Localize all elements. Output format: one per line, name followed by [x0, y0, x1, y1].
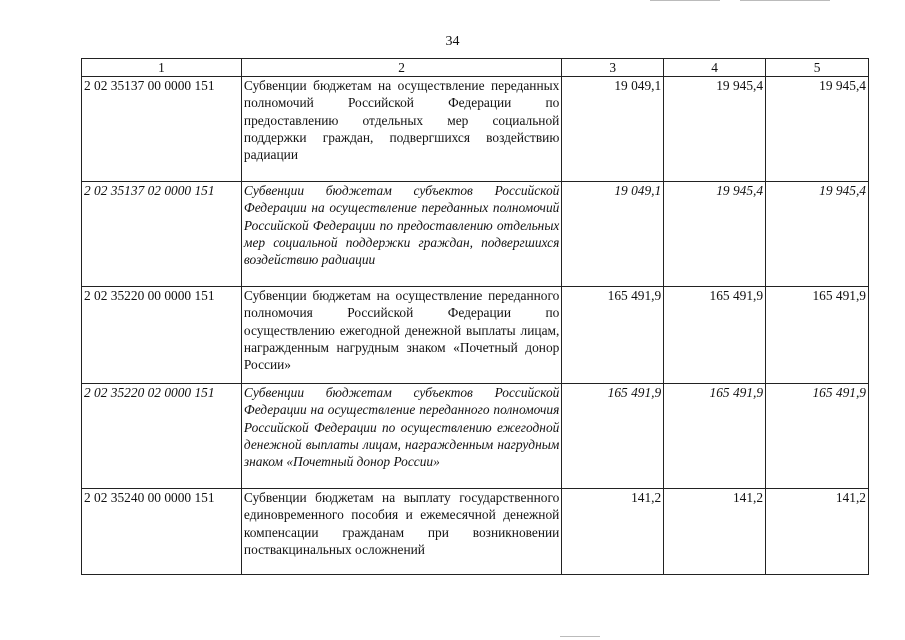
table-row [82, 287, 869, 384]
value-col-5: 141,2 [766, 489, 869, 575]
value-col-4: 165 491,9 [664, 287, 766, 384]
value-col-4: 141,2 [664, 489, 766, 575]
value-col-5: 19 945,4 [766, 182, 869, 287]
row-description: Субвенции бюджетам на осуществление переданного полномочия Российской Федерации по осуществлению ежегодной денежной выплаты лицам, награжденным нагрудным знаком «Почетный донор России» [241, 287, 561, 384]
budget-code: 2 02 35220 00 0000 151 [82, 287, 242, 384]
header-col-5: 5 [766, 59, 869, 77]
row-description: Субвенции бюджетам субъектов Российской Федерации на осуществление переданного полномочия Российской Федерации по осуществлению ежегодной денежной выплаты лицам, награжденным нагрудным знаком «Почетный донор России» [241, 384, 561, 489]
value-col-3: 19 049,1 [562, 182, 664, 287]
value-col-4: 19 945,4 [664, 182, 766, 287]
value-col-3: 141,2 [562, 489, 664, 575]
budget-code: 2 02 35137 02 0000 151 [82, 182, 242, 287]
value-col-5: 165 491,9 [766, 287, 869, 384]
scan-artifact [650, 0, 720, 1]
table-row [82, 489, 869, 575]
value-col-3: 19 049,1 [562, 77, 664, 182]
header-col-4: 4 [664, 59, 766, 77]
value-col-4: 165 491,9 [664, 384, 766, 489]
header-col-2: 2 [241, 59, 561, 77]
budget-code: 2 02 35240 00 0000 151 [82, 489, 242, 575]
table-row [82, 77, 869, 182]
value-col-5: 165 491,9 [766, 384, 869, 489]
table-row [82, 384, 869, 489]
header-col-3: 3 [562, 59, 664, 77]
budget-code: 2 02 35220 02 0000 151 [82, 384, 242, 489]
header-col-1: 1 [82, 59, 242, 77]
value-col-5: 19 945,4 [766, 77, 869, 182]
table-row [82, 182, 869, 287]
scan-artifact [740, 0, 830, 1]
row-description: Субвенции бюджетам на осуществление переданных полномочий Российской Федерации по предоставлению отдельных мер социальной поддержки граждан, подвергшихся воздействию радиации [241, 77, 561, 182]
row-description: Субвенции бюджетам субъектов Российской Федерации на осуществление переданных полномочий Российской Федерации по предоставлению отдельных мер социальной поддержки граждан, подвергшихся воздействию радиации [241, 182, 561, 287]
header-row [82, 59, 869, 77]
row-description: Субвенции бюджетам на выплату государственного единовременного пособия и ежемесячной денежной компенсации гражданам при возникновении поствакцинальных осложнений [241, 489, 561, 575]
value-col-3: 165 491,9 [562, 384, 664, 489]
budget-table [81, 58, 869, 575]
scan-artifact [560, 636, 600, 637]
budget-code: 2 02 35137 00 0000 151 [82, 77, 242, 182]
value-col-4: 19 945,4 [664, 77, 766, 182]
value-col-3: 165 491,9 [562, 287, 664, 384]
page-number: 34 [445, 34, 460, 49]
